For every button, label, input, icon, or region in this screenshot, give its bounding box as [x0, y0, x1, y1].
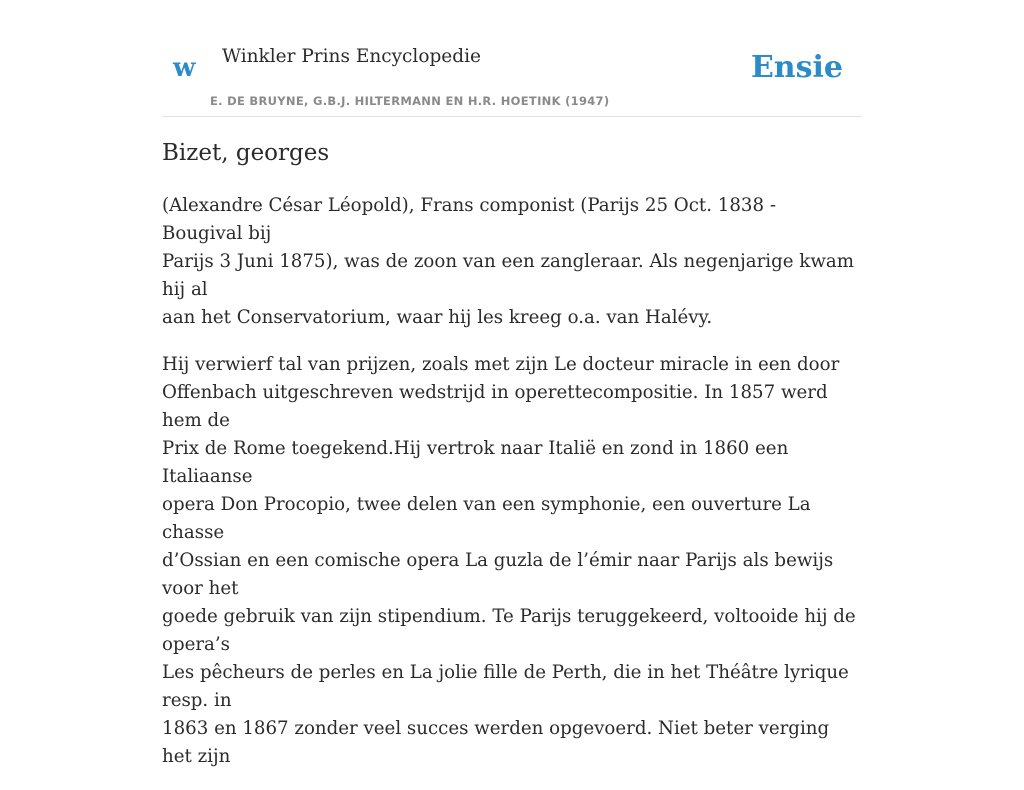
ensie-logo[interactable]: Ensie [750, 50, 843, 85]
source-header [162, 36, 862, 117]
article-body [162, 192, 862, 790]
article-headword: Bizet, georges [162, 140, 330, 166]
source-authors: E. DE BRUYNE, G.B.J. HILTERMANN EN H.R. HOETINK (1947) [210, 94, 610, 108]
article-paragraph-2: Hij verwierf tal van prijzen, zoals met zijn Le docteur miracle in een door Offenbach uitgeschreven wedstrijd in operettecompositie. In 1857 werd hem de Prix de Rome toegekend.Hij vertrok naar Italië en zond in 1860 een Italiaanse opera Don Procopio, twee delen van een symphonie, een ouverture La chasse d’Ossian en een comische opera La guzla de l’émir naar Parijs als bewijs voor het goede gebruik van zijn stipendium. Te Parijs teruggekeerd, voltooide hij de opera’s Les pêcheurs de perles en La jolie fille de Perth, die in het Théâtre lyrique resp. in 1863 en 1867 zonder veel succes werden opgevoerd. Niet beter verging het zijn [162, 354, 856, 767]
source-title[interactable]: Winkler Prins Encyclopedie [222, 46, 481, 67]
source-logo[interactable]: w [173, 53, 196, 83]
article-paragraph-1: (Alexandre César Léopold), Frans componist (Parijs 25 Oct. 1838 - Bougival bij Parijs 3 Juni 1875), was de zoon van een zangleraar. Als negenjarige kwam hij al aan het Conservatorium, waar hij les kreeg o.a. van Halévy. [162, 195, 854, 328]
